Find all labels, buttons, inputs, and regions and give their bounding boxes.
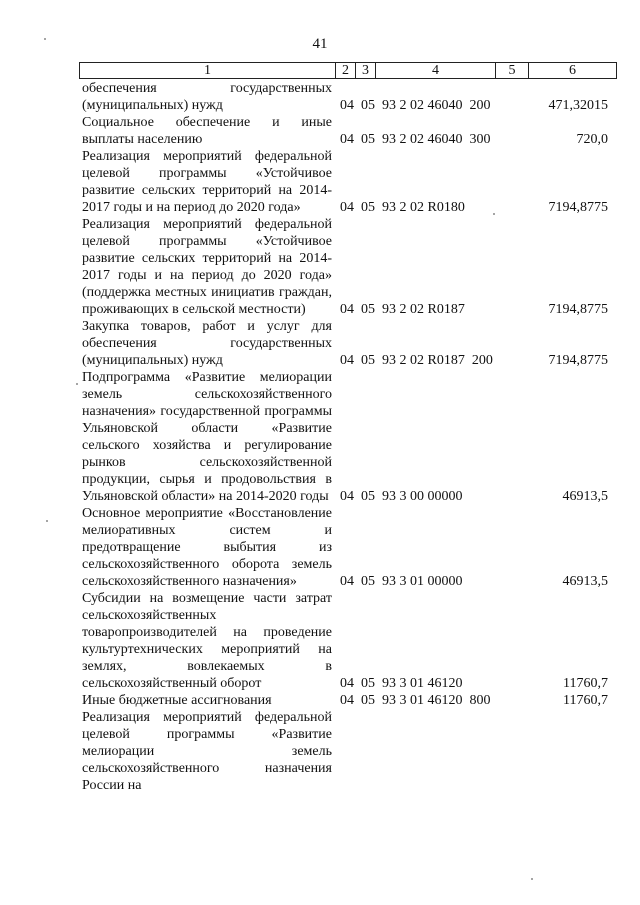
scan-speck bbox=[531, 878, 533, 880]
table-row bbox=[82, 692, 612, 709]
page-number: 41 bbox=[312, 36, 328, 52]
row-amount: 720,0 bbox=[576, 132, 608, 147]
table-row bbox=[82, 216, 612, 318]
row-description: Основное мероприятие «Восстановление мелиоративных систем и предотвращение выбытия из сельскохозяйственного оборота земель сельскохозяйственного назначения» bbox=[82, 506, 332, 589]
row-codes: 04 05 93 3 00 00000 bbox=[340, 489, 463, 504]
table-row bbox=[82, 114, 612, 148]
row-description: Субсидии на возмещение части затрат сельскохозяйственных товаропроизводителей на проведение культуртехнических мероприятий на землях, вовлекаемых в сельскохозяйственный оборот bbox=[82, 591, 332, 691]
table-row bbox=[82, 148, 612, 216]
table-header bbox=[79, 62, 617, 79]
column-header: 1 bbox=[80, 63, 336, 78]
table-row bbox=[82, 369, 612, 505]
row-description: Реализация мероприятий федеральной целевой программы «Развитие мелиорации земель сельскохозяйственного назначения России на bbox=[82, 710, 332, 793]
row-codes: 04 05 93 3 01 00000 bbox=[340, 574, 463, 589]
row-codes: 04 05 93 2 02 46040 300 bbox=[340, 132, 491, 147]
scan-speck bbox=[493, 213, 495, 215]
row-description: Реализация мероприятий федеральной целевой программы «Устойчивое развитие сельских территорий на 2014-2017 годы и на период до 2020 года» (поддержка местных инициатив граждан, проживающих в сельской местности) bbox=[82, 217, 332, 317]
row-codes: 04 05 93 2 02 R0180 bbox=[340, 200, 465, 215]
row-codes: 04 05 93 3 01 46120 bbox=[340, 676, 463, 691]
table-row bbox=[82, 709, 612, 794]
row-amount: 471,32015 bbox=[548, 98, 608, 113]
column-header: 5 bbox=[496, 63, 529, 78]
column-header: 6 bbox=[569, 63, 576, 78]
table-row bbox=[82, 80, 612, 114]
row-description: Закупка товаров, работ и услуг для обеспечения государственных (муниципальных) нужд bbox=[82, 319, 332, 368]
row-amount: 11760,7 bbox=[563, 676, 608, 691]
column-header: 2 bbox=[336, 63, 356, 78]
row-amount: 46913,5 bbox=[562, 574, 608, 589]
column-header: 3 bbox=[356, 63, 376, 78]
row-description: Социальное обеспечение и иные выплаты населению bbox=[82, 115, 332, 147]
row-codes: 04 05 93 2 02 R0187 bbox=[340, 302, 465, 317]
row-amount: 11760,7 bbox=[563, 693, 608, 708]
row-codes: 04 05 93 2 02 46040 200 bbox=[340, 98, 491, 113]
scan-speck bbox=[76, 383, 78, 385]
table-row bbox=[82, 505, 612, 590]
row-amount: 7194,8775 bbox=[548, 200, 608, 215]
row-description: Реализация мероприятий федеральной целевой программы «Устойчивое развитие сельских территорий на 2014-2017 годы и на период до 2020 года» bbox=[82, 149, 332, 215]
row-amount: 7194,8775 bbox=[548, 302, 608, 317]
table-body bbox=[82, 80, 612, 794]
scan-speck bbox=[44, 38, 46, 40]
scan-speck bbox=[46, 520, 48, 522]
column-header: 4 bbox=[376, 63, 496, 78]
row-description: обеспечения государственных (муниципальных) нужд bbox=[82, 81, 332, 113]
row-codes: 04 05 93 3 01 46120 800 bbox=[340, 693, 491, 708]
row-codes: 04 05 93 2 02 R0187 200 bbox=[340, 353, 493, 368]
row-amount: 7194,8775 bbox=[548, 353, 608, 368]
row-amount: 46913,5 bbox=[562, 489, 608, 504]
row-description: Иные бюджетные ассигнования bbox=[82, 693, 272, 708]
row-description: Подпрограмма «Развитие мелиорации земель сельскохозяйственного назначения» государственной программы Ульяновской области «Развитие сельского хозяйства и регулирование рынков сельскохозяйственной продукции, сырья и продовольствия в Ульяновской области» на 2014-2020 годы bbox=[82, 370, 332, 504]
table-row bbox=[82, 318, 612, 369]
table-row bbox=[82, 590, 612, 692]
